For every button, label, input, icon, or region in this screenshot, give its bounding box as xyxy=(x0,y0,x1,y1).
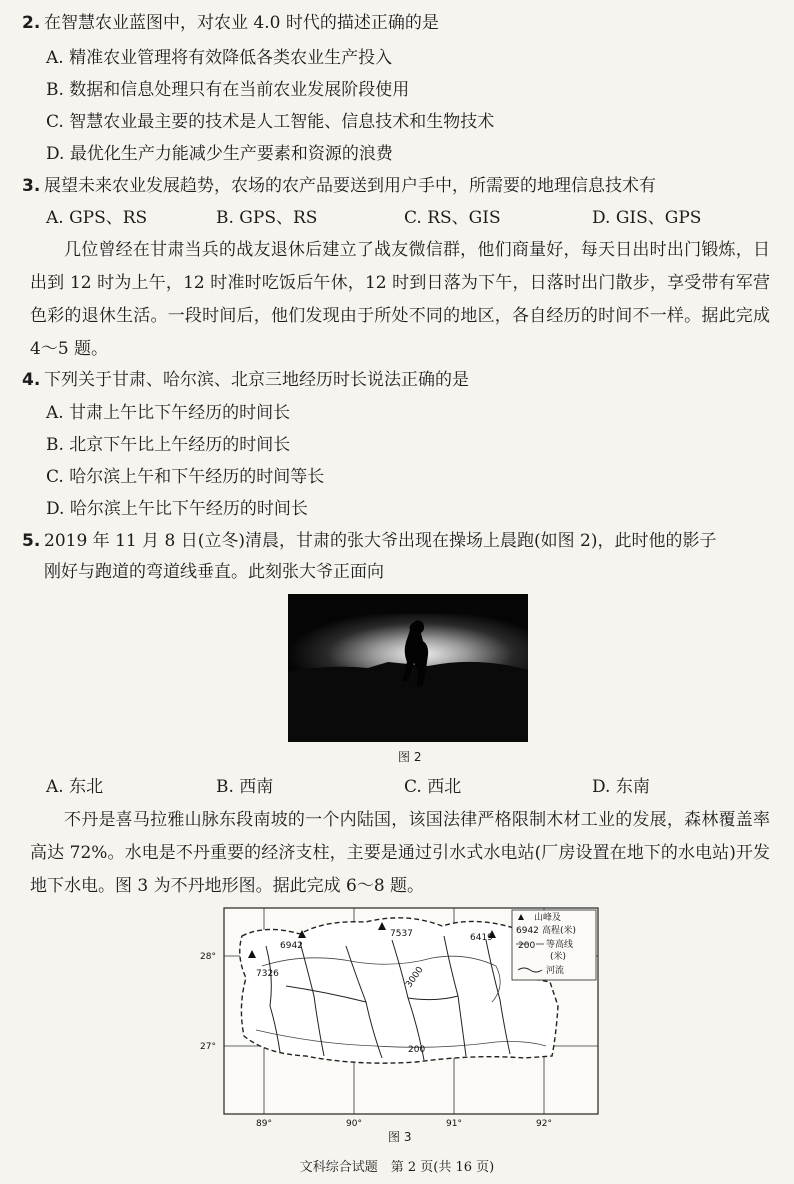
svg-text:高程(米): 高程(米) xyxy=(542,926,577,936)
latitude-label: 27° xyxy=(200,1042,216,1052)
figure-2-caption: 图 2 xyxy=(398,750,422,764)
question-number: 5. xyxy=(22,531,41,551)
option-b: B. GPS、RS xyxy=(216,208,318,228)
option-b: B. 数据和信息处理只有在当前农业发展阶段使用 xyxy=(46,80,410,100)
question-number: 4. xyxy=(22,370,41,390)
figure-3-map xyxy=(196,906,606,1132)
option-d: D. 最优化生产力能减少生产要素和资源的浪费 xyxy=(46,144,393,164)
latitude-label: 28° xyxy=(200,952,216,962)
question-number: 3. xyxy=(22,176,41,196)
question-number: 2. xyxy=(22,13,41,33)
option-d: D. 哈尔滨上午比下午经历的时间长 xyxy=(46,499,308,519)
question-stem: 2019 年 11 月 8 日(立冬)清晨，甘肃的张大爷出现在操场上晨跑(如图 2)，此时他的影子 xyxy=(44,531,717,551)
option-a: A. 东北 xyxy=(46,777,104,797)
svg-text:山峰及: 山峰及 xyxy=(534,913,562,923)
svg-text:(米): (米) xyxy=(550,952,567,962)
option-b: B. 西南 xyxy=(216,777,274,797)
passage-1: 几位曾经在甘肃当兵的战友退休后建立了战友微信群，他们商量好，每天日出时出门锻炼，日出到 12 时为上午，12 时准时吃饭后午休，12 时到日落为下午，日落时出门散步，享受带有军营色彩的退休生活。一段时间后，他们发现由于所处不同的地区，各自经历的时间不一样。据此完成 4～5 题。 xyxy=(30,240,770,359)
option-c: C. RS、GIS xyxy=(404,208,501,228)
peak-label: 7537 xyxy=(390,929,413,939)
longitude-label: 91° xyxy=(446,1119,462,1129)
map-legend xyxy=(512,910,596,980)
peak-label: 6942 xyxy=(280,941,303,951)
option-a: A. 精准农业管理将有效降低各类农业生产投入 xyxy=(46,48,393,68)
option-d: D. 东南 xyxy=(592,777,650,797)
question-stem-continued: 刚好与跑道的弯道线垂直。此刻张大爷正面向 xyxy=(44,562,384,582)
option-c: C. 西北 xyxy=(404,777,462,797)
svg-text:河流: 河流 xyxy=(546,966,565,976)
option-a: A. 甘肃上午比下午经历的时间长 xyxy=(46,403,291,423)
longitude-label: 89° xyxy=(256,1119,272,1129)
page-footer: 文科综合试题 第 2 页(共 16 页) xyxy=(299,1160,495,1175)
longitude-label: 90° xyxy=(346,1119,362,1129)
peak-label: 7326 xyxy=(256,969,279,979)
figure-3-caption: 图 3 xyxy=(388,1130,412,1144)
contour-label: 3000 xyxy=(404,965,426,990)
svg-text:200: 200 xyxy=(518,941,536,951)
contour-label: 200 xyxy=(408,1045,426,1055)
svg-text:等高线: 等高线 xyxy=(546,940,574,950)
option-c: C. 智慧农业最主要的技术是人工智能、信息技术和生物技术 xyxy=(46,112,495,132)
question-stem: 展望未来农业发展趋势，农场的农产品要送到用户手中，所需要的地理信息技术有 xyxy=(44,176,656,196)
passage-2: 不丹是喜马拉雅山脉东段南坡的一个内陆国，该国法律严格限制木材工业的发展，森林覆盖率高达 72%。水电是不丹重要的经济支柱，主要是通过引水式水电站(厂房设置在地下的水电站)开发地下水电。图 3 为不丹地形图。据此完成 6～8 题。 xyxy=(30,810,770,896)
figure-2-photo xyxy=(288,594,528,742)
question-stem: 在智慧农业蓝图中，对农业 4.0 时代的描述正确的是 xyxy=(44,13,439,33)
question-stem: 下列关于甘肃、哈尔滨、北京三地经历时长说法正确的是 xyxy=(44,370,469,390)
option-c: C. 哈尔滨上午和下午经历的时间等长 xyxy=(46,467,325,487)
option-d: D. GIS、GPS xyxy=(592,208,702,228)
svg-text:6942: 6942 xyxy=(516,926,539,936)
longitude-label: 92° xyxy=(536,1119,552,1129)
peak-label: 6419 xyxy=(470,933,493,943)
option-b: B. 北京下午比上午经历的时间长 xyxy=(46,435,291,455)
option-a: A. GPS、RS xyxy=(46,208,148,228)
